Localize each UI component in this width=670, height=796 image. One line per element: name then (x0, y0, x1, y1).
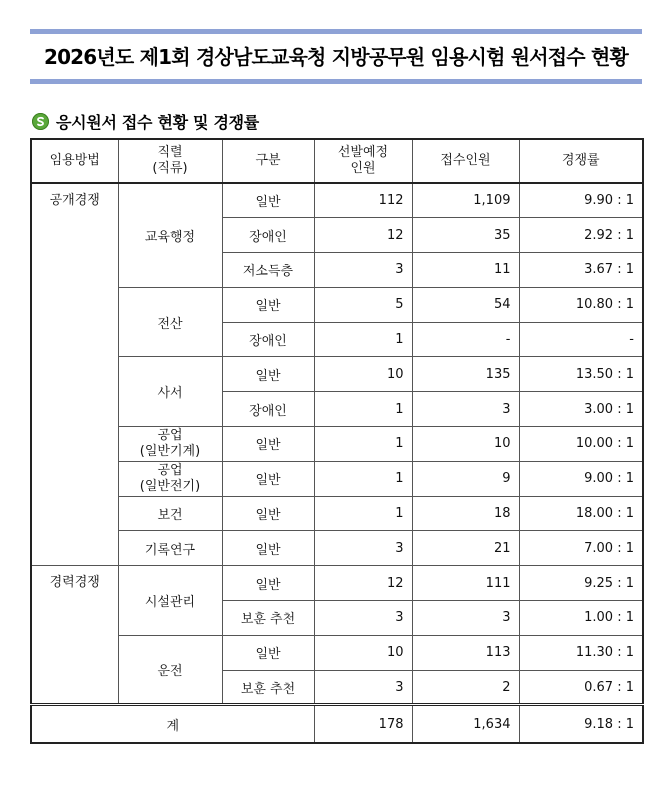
planned-cell: 3 (314, 253, 412, 288)
table-row (31, 566, 643, 601)
applicants-cell: 2 (412, 670, 519, 705)
total-label: 계 (31, 705, 314, 743)
job-computing: 전산 (118, 287, 222, 357)
ratio-cell: 13.50 : 1 (519, 357, 643, 392)
applicants-cell: 9 (412, 461, 519, 496)
planned-cell: 1 (314, 392, 412, 427)
application-status-table (30, 138, 644, 744)
category-cell: 저소득층 (222, 253, 314, 288)
table-row (31, 496, 643, 531)
group-career: 경력경쟁 (31, 566, 118, 705)
table-header-row (31, 139, 643, 183)
header-job (118, 139, 222, 183)
category-cell: 장애인 (222, 322, 314, 357)
job-industrial-machine (118, 427, 222, 462)
category-cell: 일반 (222, 427, 314, 462)
planned-cell: 3 (314, 601, 412, 636)
total-planned: 178 (314, 705, 412, 743)
applicants-cell: 35 (412, 218, 519, 253)
header-applicants: 접수인원 (412, 139, 519, 183)
planned-cell: 10 (314, 357, 412, 392)
ratio-cell: 3.67 : 1 (519, 253, 643, 288)
category-cell: 일반 (222, 357, 314, 392)
ratio-cell: 7.00 : 1 (519, 531, 643, 566)
table-row (31, 635, 643, 670)
title-bottom-rule (30, 79, 642, 84)
table-row (31, 357, 643, 392)
applicants-cell: 135 (412, 357, 519, 392)
planned-cell: 12 (314, 218, 412, 253)
header-planned-line2: 인원 (350, 161, 376, 176)
job-line1: 공업 (157, 427, 183, 443)
applicants-cell: 3 (412, 392, 519, 427)
planned-cell: 1 (314, 322, 412, 357)
total-ratio: 9.18 : 1 (519, 705, 643, 743)
table-row (31, 287, 643, 322)
category-cell: 장애인 (222, 392, 314, 427)
planned-cell: 1 (314, 461, 412, 496)
table-row (31, 531, 643, 566)
ratio-cell: 1.00 : 1 (519, 601, 643, 636)
applicants-cell: 10 (412, 427, 519, 462)
table-row (31, 427, 643, 462)
header-category: 구분 (222, 139, 314, 183)
planned-cell: 10 (314, 635, 412, 670)
section-title: 응시원서 접수 현황 및 경쟁률 (56, 112, 259, 132)
category-cell: 일반 (222, 635, 314, 670)
applicants-cell: 18 (412, 496, 519, 531)
table-row (31, 183, 643, 218)
header-job-line1: 직렬 (157, 145, 183, 160)
table-row (31, 461, 643, 496)
applicants-cell: 3 (412, 601, 519, 636)
header-method: 임용방법 (31, 139, 118, 183)
planned-cell: 3 (314, 531, 412, 566)
job-facility: 시설관리 (118, 566, 222, 636)
ratio-cell: 0.67 : 1 (519, 670, 643, 705)
planned-cell: 12 (314, 566, 412, 601)
header-ratio: 경쟁률 (519, 139, 643, 183)
ratio-cell: 2.92 : 1 (519, 218, 643, 253)
category-cell: 일반 (222, 287, 314, 322)
ratio-cell: 9.90 : 1 (519, 183, 643, 218)
green-circle-s-icon (32, 113, 49, 130)
section-heading (32, 110, 259, 132)
planned-cell: 3 (314, 670, 412, 705)
ratio-cell: 9.25 : 1 (519, 566, 643, 601)
category-cell: 일반 (222, 531, 314, 566)
ratio-cell: 18.00 : 1 (519, 496, 643, 531)
job-line2: (일반전기) (139, 478, 201, 494)
ratio-cell: - (519, 322, 643, 357)
header-planned (314, 139, 412, 183)
planned-cell: 5 (314, 287, 412, 322)
page-title: 2026년도 제1회 경상남도교육청 지방공무원 임용시험 원서접수 현황 (43, 45, 629, 69)
applicants-cell: 113 (412, 635, 519, 670)
applicants-cell: 54 (412, 287, 519, 322)
ratio-cell: 11.30 : 1 (519, 635, 643, 670)
category-cell: 보훈 추천 (222, 670, 314, 705)
applicants-cell: 11 (412, 253, 519, 288)
job-driving: 운전 (118, 635, 222, 705)
applicants-cell: 111 (412, 566, 519, 601)
applicants-cell: 21 (412, 531, 519, 566)
planned-cell: 1 (314, 496, 412, 531)
header-planned-line1: 선발예정 (337, 145, 389, 160)
ratio-cell: 9.00 : 1 (519, 461, 643, 496)
total-row (31, 705, 643, 743)
planned-cell: 1 (314, 427, 412, 462)
job-health: 보건 (118, 496, 222, 531)
group-open: 공개경쟁 (31, 183, 118, 566)
category-cell: 장애인 (222, 218, 314, 253)
ratio-cell: 10.00 : 1 (519, 427, 643, 462)
applicants-cell: 1,109 (412, 183, 519, 218)
title-top-rule (30, 29, 642, 34)
ratio-cell: 3.00 : 1 (519, 392, 643, 427)
category-cell: 일반 (222, 496, 314, 531)
job-industrial-electric (118, 461, 222, 496)
planned-cell: 112 (314, 183, 412, 218)
category-cell: 일반 (222, 183, 314, 218)
header-job-line2: (직류) (152, 161, 188, 176)
category-cell: 보훈 추천 (222, 601, 314, 636)
total-applicants: 1,634 (412, 705, 519, 743)
applicants-cell: - (412, 322, 519, 357)
job-line2: (일반기계) (139, 443, 201, 459)
ratio-cell: 10.80 : 1 (519, 287, 643, 322)
job-librarian: 사서 (118, 357, 222, 427)
job-line1: 공업 (157, 462, 183, 478)
job-edu-admin: 교육행정 (118, 183, 222, 287)
job-records: 기록연구 (118, 531, 222, 566)
category-cell: 일반 (222, 461, 314, 496)
category-cell: 일반 (222, 566, 314, 601)
